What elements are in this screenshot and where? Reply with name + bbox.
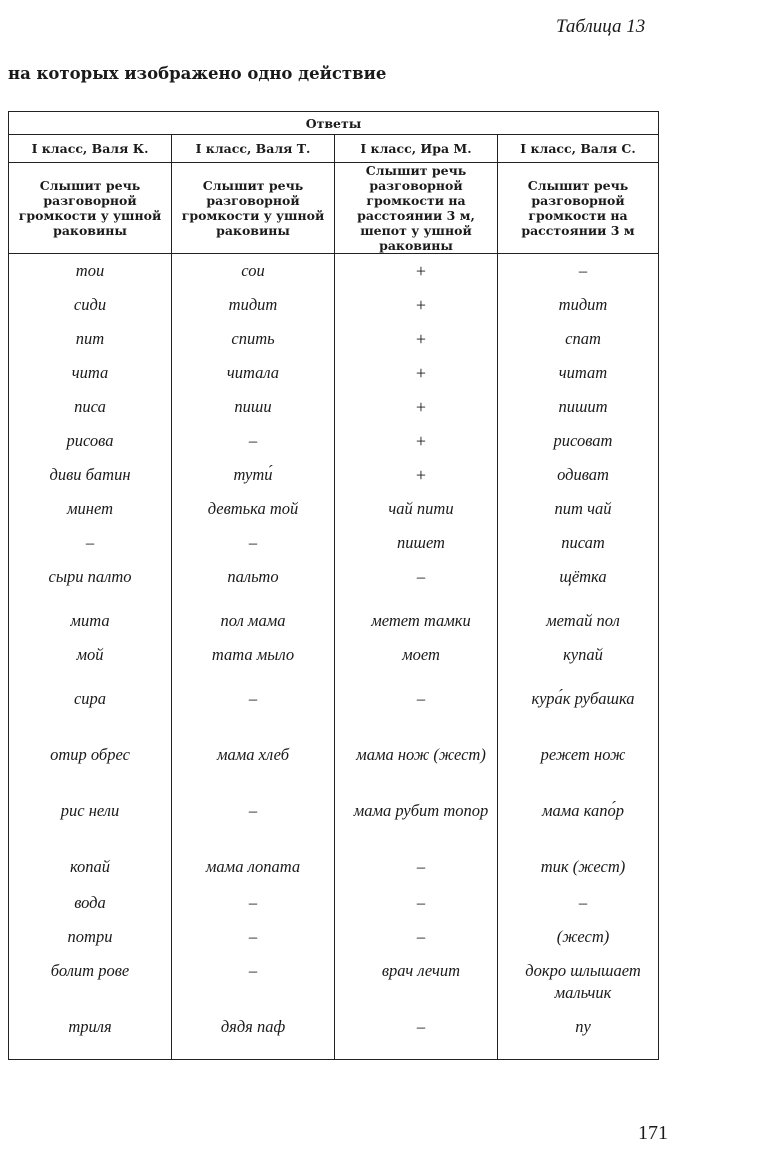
table-cell: рисова [9,424,172,458]
table-cell: + [335,254,498,288]
column-header: I класс, Валя Т. [172,135,335,163]
answers-table [8,111,659,1060]
table-cell: метет тамки [335,604,498,638]
table-cell: + [335,424,498,458]
table-cell: мама нож (жест) [335,738,498,794]
table-cell: режет нож [498,738,659,794]
table-cell: рисоват [498,424,659,458]
table-cell: читат [498,356,659,390]
table-body [9,254,659,1060]
column-description: Слышит речь разговорной громкости на расстоянии 3 м [498,163,659,254]
table-cell: – [172,526,335,560]
table-cell: + [335,458,498,492]
column-header: I класс, Валя К. [9,135,172,163]
table-cell: чита [9,356,172,390]
table-row [9,638,659,682]
table-cell: – [172,920,335,954]
table-row [9,560,659,604]
table-row [9,1010,659,1060]
table-cell: тик (жест) [498,850,659,886]
table-cell: читала [172,356,335,390]
column-description: Слышит речь разговорной громкости у ушной раковины [9,163,172,254]
table-cell: пишет [335,526,498,560]
table-cell: писат [498,526,659,560]
table-row [9,920,659,954]
table-row [9,254,659,288]
table-cell: мама капо́р [498,794,659,850]
table-cell: врач лечит [335,954,498,1010]
table-cell: – [498,886,659,920]
table-cell: вода [9,886,172,920]
table-cell: триля [9,1010,172,1060]
table-row [9,356,659,390]
table-row [9,390,659,424]
table-cell: – [335,1010,498,1060]
table-top-header: Ответы [9,112,659,135]
table-cell: диви батин [9,458,172,492]
table-cell: рис нели [9,794,172,850]
table-cell: метай пол [498,604,659,638]
table-cell: писа [9,390,172,424]
table-cell: болит рове [9,954,172,1010]
table-row [9,604,659,638]
table-cell: кура́к рубашка [498,682,659,738]
table-row [9,322,659,356]
table-cell: копай [9,850,172,886]
table-row [9,850,659,886]
table-row [9,682,659,738]
page-number: 171 [638,1122,668,1144]
table-row [9,526,659,560]
column-description: Слышит речь разговорной громкости у ушной раковины [172,163,335,254]
table-row [9,794,659,850]
table-cell: пит [9,322,172,356]
table-row [9,458,659,492]
table-cell: + [335,356,498,390]
table-cell: сира [9,682,172,738]
table-cell: пиши [172,390,335,424]
table-cell: пу [498,1010,659,1060]
table-cell: (жест) [498,920,659,954]
table-row [9,492,659,526]
table-cell: щётка [498,560,659,604]
table-cell: – [172,424,335,458]
table-cell: – [335,850,498,886]
table-cell: тои [9,254,172,288]
table-cell: – [172,954,335,1010]
table-cell: – [172,682,335,738]
table-cell: отир обрес [9,738,172,794]
column-header: I класс, Валя С. [498,135,659,163]
table-cell: спат [498,322,659,356]
table-cell: тидит [172,288,335,322]
table-number-label: Таблица 13 [556,16,646,37]
table-cell: + [335,322,498,356]
table-cell: тидит [498,288,659,322]
table-cell: мама рубит топор [335,794,498,850]
table-cell: – [172,794,335,850]
table-cell: спить [172,322,335,356]
column-header: I класс, Ира М. [335,135,498,163]
table-cell: мой [9,638,172,682]
table-cell: моет [335,638,498,682]
table-cell: тата мыло [172,638,335,682]
table-cell: одиват [498,458,659,492]
table-cell: чай пити [335,492,498,526]
table-cell: – [172,886,335,920]
table-row [9,424,659,458]
table-cell: – [335,682,498,738]
column-description: Слышит речь разговорной громкости на расстоянии 3 м, шепот у ушной раковины [335,163,498,254]
table-cell: пит чай [498,492,659,526]
table-row [9,738,659,794]
table-cell: мита [9,604,172,638]
table-cell: купай [498,638,659,682]
table-row [9,886,659,920]
table-cell: + [335,390,498,424]
table-cell: – [9,526,172,560]
section-heading: на которых изображено одно действие [8,64,387,83]
table-cell: потри [9,920,172,954]
table-cell: – [498,254,659,288]
table-cell: туmи́ [172,458,335,492]
table-cell: – [335,920,498,954]
table-cell: пол мама [172,604,335,638]
table-row [9,954,659,1010]
table-cell: девтька той [172,492,335,526]
table-cell: – [335,560,498,604]
table-cell: минет [9,492,172,526]
table-cell: пишит [498,390,659,424]
table-cell: дядя паф [172,1010,335,1060]
table-cell: сои [172,254,335,288]
table-cell: сиди [9,288,172,322]
table-cell: докро шлышает мальчик [498,954,659,1010]
table-cell: мама лопата [172,850,335,886]
table-cell: мама хлеб [172,738,335,794]
table-cell: сыри палто [9,560,172,604]
table-cell: – [335,886,498,920]
table-row [9,288,659,322]
table-cell: пальто [172,560,335,604]
table-cell: + [335,288,498,322]
